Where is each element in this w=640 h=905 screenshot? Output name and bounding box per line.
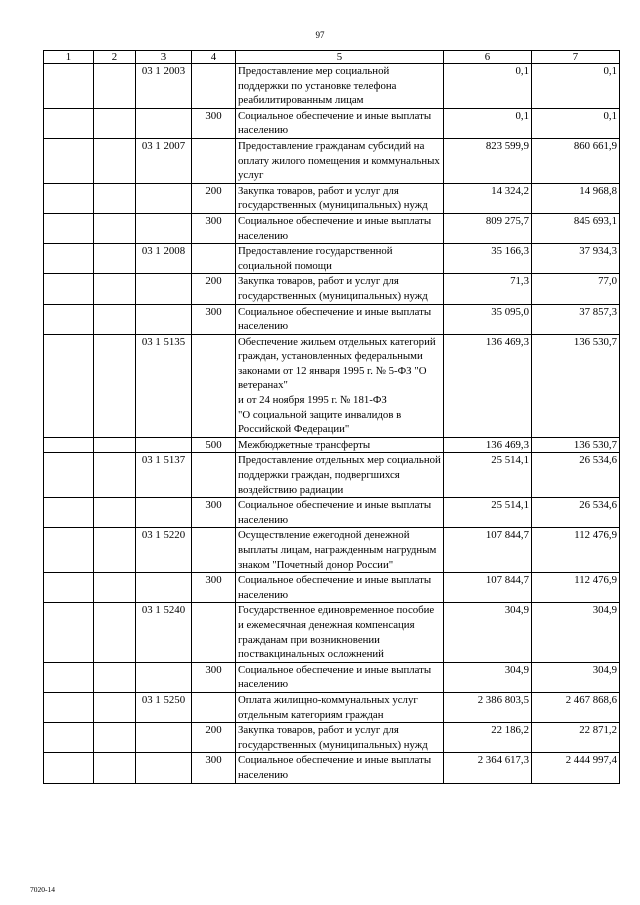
- cell-description: Межбюджетные трансферты: [236, 437, 444, 453]
- cell-subsection: [94, 498, 136, 528]
- cell-section: [44, 753, 94, 783]
- cell-amount-year1: 14 324,2: [444, 183, 532, 213]
- cell-section: [44, 138, 94, 183]
- cell-subsection: [94, 437, 136, 453]
- cell-expense-type: 300: [192, 304, 236, 334]
- cell-expense-type: 300: [192, 498, 236, 528]
- cell-expense-type: [192, 334, 236, 437]
- cell-description: Социальное обеспечение и иные выплаты населению: [236, 573, 444, 603]
- cell-amount-year1: 304,9: [444, 603, 532, 662]
- cell-expense-type: 200: [192, 274, 236, 304]
- cell-description: Предоставление отдельных мер социальной поддержки граждан, подвергшихся воздействию радиации: [236, 453, 444, 498]
- cell-section: [44, 213, 94, 243]
- cell-amount-year1: 823 599,9: [444, 138, 532, 183]
- table-row: [44, 603, 620, 662]
- cell-amount-year1: 25 514,1: [444, 498, 532, 528]
- cell-subsection: [94, 108, 136, 138]
- cell-section: [44, 662, 94, 692]
- cell-target-article: [136, 723, 192, 753]
- cell-expense-type: [192, 603, 236, 662]
- table-row: [44, 334, 620, 437]
- column-header: 5: [236, 51, 444, 64]
- table-row: [44, 183, 620, 213]
- cell-target-article: 03 1 5240: [136, 603, 192, 662]
- cell-description: Социальное обеспечение и иные выплаты населению: [236, 662, 444, 692]
- cell-target-article: 03 1 2003: [136, 64, 192, 109]
- cell-description: Государственное единовременное пособие и ежемесячная денежная компенсация гражданам при возникновении поствакцинальных осложнений: [236, 603, 444, 662]
- cell-expense-type: 500: [192, 437, 236, 453]
- cell-amount-year1: 25 514,1: [444, 453, 532, 498]
- table-row: [44, 304, 620, 334]
- cell-description: Предоставление мер социальной поддержки по установке телефона реабилитированным лицам: [236, 64, 444, 109]
- column-number-row: [44, 51, 620, 64]
- cell-description: Закупка товаров, работ и услуг для государственных (муниципальных) нужд: [236, 723, 444, 753]
- cell-subsection: [94, 274, 136, 304]
- cell-amount-year2: 112 476,9: [532, 528, 620, 573]
- cell-target-article: [136, 304, 192, 334]
- cell-amount-year1: 71,3: [444, 274, 532, 304]
- cell-target-article: [136, 753, 192, 783]
- cell-amount-year2: 26 534,6: [532, 498, 620, 528]
- table-row: [44, 108, 620, 138]
- cell-subsection: [94, 183, 136, 213]
- cell-amount-year2: 0,1: [532, 64, 620, 109]
- table-body: [44, 64, 620, 784]
- cell-subsection: [94, 244, 136, 274]
- cell-amount-year1: 809 275,7: [444, 213, 532, 243]
- cell-expense-type: 300: [192, 753, 236, 783]
- cell-target-article: [136, 573, 192, 603]
- cell-amount-year2: 845 693,1: [532, 213, 620, 243]
- cell-subsection: [94, 753, 136, 783]
- cell-expense-type: 300: [192, 573, 236, 603]
- cell-subsection: [94, 64, 136, 109]
- cell-target-article: 03 1 5137: [136, 453, 192, 498]
- cell-description: Закупка товаров, работ и услуг для государственных (муниципальных) нужд: [236, 274, 444, 304]
- table-row: [44, 437, 620, 453]
- table-row: [44, 138, 620, 183]
- cell-amount-year2: 26 534,6: [532, 453, 620, 498]
- cell-subsection: [94, 334, 136, 437]
- cell-description: Оплата жилищно-коммунальных услуг отдельным категориям граждан: [236, 692, 444, 722]
- cell-expense-type: 200: [192, 723, 236, 753]
- cell-section: [44, 64, 94, 109]
- cell-expense-type: [192, 64, 236, 109]
- cell-description: Социальное обеспечение и иные выплаты населению: [236, 753, 444, 783]
- cell-target-article: [136, 108, 192, 138]
- cell-amount-year2: 2 444 997,4: [532, 753, 620, 783]
- cell-amount-year2: 860 661,9: [532, 138, 620, 183]
- cell-expense-type: [192, 244, 236, 274]
- cell-target-article: [136, 498, 192, 528]
- cell-target-article: 03 1 2007: [136, 138, 192, 183]
- cell-subsection: [94, 304, 136, 334]
- cell-subsection: [94, 692, 136, 722]
- cell-expense-type: 300: [192, 213, 236, 243]
- cell-expense-type: [192, 692, 236, 722]
- column-header: 3: [136, 51, 192, 64]
- cell-expense-type: [192, 138, 236, 183]
- cell-amount-year2: 37 857,3: [532, 304, 620, 334]
- cell-target-article: [136, 213, 192, 243]
- cell-section: [44, 437, 94, 453]
- table-row: [44, 274, 620, 304]
- cell-subsection: [94, 603, 136, 662]
- cell-section: [44, 244, 94, 274]
- cell-expense-type: 300: [192, 662, 236, 692]
- cell-amount-year2: 77,0: [532, 274, 620, 304]
- cell-target-article: [136, 662, 192, 692]
- cell-expense-type: [192, 528, 236, 573]
- cell-description: Предоставление государственной социальной помощи: [236, 244, 444, 274]
- cell-section: [44, 692, 94, 722]
- page-number: 97: [315, 30, 325, 40]
- cell-target-article: 03 1 5250: [136, 692, 192, 722]
- cell-subsection: [94, 213, 136, 243]
- table-row: [44, 753, 620, 783]
- table-row: [44, 213, 620, 243]
- cell-section: [44, 528, 94, 573]
- cell-amount-year1: 35 095,0: [444, 304, 532, 334]
- table-row: [44, 662, 620, 692]
- cell-section: [44, 274, 94, 304]
- cell-amount-year2: 112 476,9: [532, 573, 620, 603]
- footer-code: 7020-14: [30, 885, 55, 894]
- cell-expense-type: 200: [192, 183, 236, 213]
- cell-section: [44, 334, 94, 437]
- column-header: 2: [94, 51, 136, 64]
- cell-target-article: 03 1 2008: [136, 244, 192, 274]
- cell-amount-year1: 2 386 803,5: [444, 692, 532, 722]
- cell-subsection: [94, 723, 136, 753]
- cell-amount-year2: 37 934,3: [532, 244, 620, 274]
- cell-section: [44, 304, 94, 334]
- table-row: [44, 528, 620, 573]
- cell-amount-year1: 35 166,3: [444, 244, 532, 274]
- cell-amount-year1: 304,9: [444, 662, 532, 692]
- cell-section: [44, 573, 94, 603]
- cell-amount-year2: 304,9: [532, 662, 620, 692]
- cell-section: [44, 453, 94, 498]
- cell-target-article: [136, 274, 192, 304]
- cell-target-article: [136, 183, 192, 213]
- cell-amount-year1: 136 469,3: [444, 437, 532, 453]
- cell-target-article: 03 1 5135: [136, 334, 192, 437]
- cell-amount-year1: 107 844,7: [444, 528, 532, 573]
- table-row: [44, 64, 620, 109]
- cell-section: [44, 603, 94, 662]
- cell-amount-year2: 14 968,8: [532, 183, 620, 213]
- cell-section: [44, 183, 94, 213]
- cell-target-article: 03 1 5220: [136, 528, 192, 573]
- column-header: 7: [532, 51, 620, 64]
- cell-expense-type: 300: [192, 108, 236, 138]
- cell-description: Социальное обеспечение и иные выплаты населению: [236, 304, 444, 334]
- cell-description: Осуществление ежегодной денежной выплаты лицам, награжденным нагрудным знаком "Почетный донор России": [236, 528, 444, 573]
- cell-amount-year2: 2 467 868,6: [532, 692, 620, 722]
- cell-amount-year2: 22 871,2: [532, 723, 620, 753]
- cell-subsection: [94, 453, 136, 498]
- cell-amount-year1: 22 186,2: [444, 723, 532, 753]
- cell-amount-year1: 136 469,3: [444, 334, 532, 437]
- cell-amount-year2: 136 530,7: [532, 437, 620, 453]
- table-row: [44, 692, 620, 722]
- cell-subsection: [94, 573, 136, 603]
- cell-description: Социальное обеспечение и иные выплаты населению: [236, 498, 444, 528]
- cell-subsection: [94, 662, 136, 692]
- cell-description: Социальное обеспечение и иные выплаты населению: [236, 108, 444, 138]
- cell-description: Обеспечение жильем отдельных категорий граждан, установленных федеральными законами от 12 января 1995 г. № 5-ФЗ "О ветеранах" и от 24 ноября 1995 г. № 181-ФЗ "О социальной защите инвалидов в Российской Федерации": [236, 334, 444, 437]
- cell-amount-year1: 0,1: [444, 108, 532, 138]
- table-row: [44, 723, 620, 753]
- table-row: [44, 244, 620, 274]
- cell-target-article: [136, 437, 192, 453]
- cell-amount-year1: 0,1: [444, 64, 532, 109]
- column-header: 6: [444, 51, 532, 64]
- cell-section: [44, 108, 94, 138]
- budget-table: [43, 50, 620, 784]
- cell-amount-year2: 136 530,7: [532, 334, 620, 437]
- cell-subsection: [94, 138, 136, 183]
- cell-amount-year2: 0,1: [532, 108, 620, 138]
- cell-amount-year1: 2 364 617,3: [444, 753, 532, 783]
- cell-subsection: [94, 528, 136, 573]
- cell-amount-year1: 107 844,7: [444, 573, 532, 603]
- column-header: 4: [192, 51, 236, 64]
- table-row: [44, 453, 620, 498]
- column-header: 1: [44, 51, 94, 64]
- table-row: [44, 573, 620, 603]
- table-row: [44, 498, 620, 528]
- cell-section: [44, 723, 94, 753]
- cell-amount-year2: 304,9: [532, 603, 620, 662]
- cell-description: Социальное обеспечение и иные выплаты населению: [236, 213, 444, 243]
- cell-description: Предоставление гражданам субсидий на оплату жилого помещения и коммунальных услуг: [236, 138, 444, 183]
- cell-description: Закупка товаров, работ и услуг для государственных (муниципальных) нужд: [236, 183, 444, 213]
- cell-expense-type: [192, 453, 236, 498]
- cell-section: [44, 498, 94, 528]
